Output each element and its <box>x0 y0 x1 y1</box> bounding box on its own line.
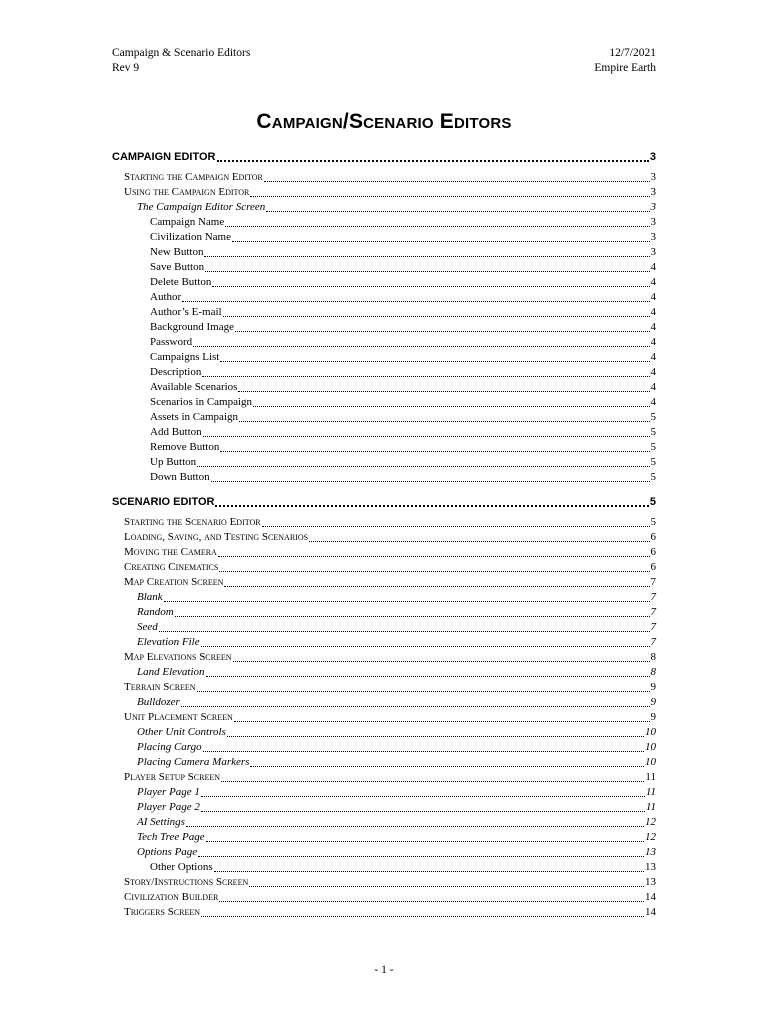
toc-leader-dots <box>264 180 650 182</box>
toc-entry-page: 4 <box>650 276 656 288</box>
toc-entry-label: Map Creation Screen <box>124 576 224 588</box>
toc-entry[interactable] <box>112 890 656 905</box>
toc-entry[interactable] <box>112 545 656 560</box>
toc-leader-dots <box>198 855 644 857</box>
toc-leader-dots <box>164 600 650 602</box>
toc-entry-page: 4 <box>650 291 656 303</box>
toc-leader-dots <box>175 615 650 617</box>
toc-entry-page: 4 <box>650 306 656 318</box>
toc-leader-dots <box>262 525 650 527</box>
toc-entry-label: Map Elevations Screen <box>124 651 232 663</box>
toc-entry-label: Random <box>137 606 174 618</box>
toc-entry[interactable] <box>112 755 656 770</box>
toc-entry[interactable] <box>112 215 656 230</box>
toc-entry-page: 5 <box>650 471 656 483</box>
toc-entry[interactable] <box>112 725 656 740</box>
toc-entry-page: 12 <box>645 816 656 828</box>
toc-leader-dots <box>206 840 644 842</box>
toc-leader-dots <box>220 360 649 362</box>
toc-entry-label: Background Image <box>150 321 234 333</box>
toc-entry-page: 4 <box>650 351 656 363</box>
toc-leader-dots <box>212 285 649 287</box>
running-header-left <box>112 46 250 76</box>
toc-entry-label: Blank <box>137 591 163 603</box>
toc-entry[interactable] <box>112 590 656 605</box>
toc-entry-page: 4 <box>650 321 656 333</box>
toc-entry-page: 9 <box>650 696 656 708</box>
toc-entry-label: Civilization Builder <box>124 891 219 903</box>
toc-leader-dots <box>225 225 649 227</box>
toc-leader-dots <box>186 825 644 827</box>
toc-entry-page: 3 <box>650 171 656 183</box>
toc-entry[interactable] <box>112 740 656 755</box>
toc-leader-dots <box>204 255 649 257</box>
toc-entry[interactable] <box>112 560 656 575</box>
toc-entry-label: Moving the Camera <box>124 546 217 558</box>
toc-entry-label: AI Settings <box>137 816 185 828</box>
toc-leader-dots <box>234 720 650 722</box>
toc-entry-page: 7 <box>650 591 656 603</box>
toc-entry[interactable] <box>112 200 656 215</box>
toc-entry-label: Other Unit Controls <box>137 726 226 738</box>
toc-entry-page: 4 <box>650 366 656 378</box>
toc-entry-label: Loading, Saving, and Testing Scenarios <box>124 531 309 543</box>
toc-leader-dots <box>197 690 650 692</box>
toc-entry-label: CAMPAIGN EDITOR <box>112 151 216 163</box>
toc-entry[interactable] <box>112 275 656 290</box>
toc-leader-dots <box>182 300 649 302</box>
toc-entry-page: 5 <box>650 441 656 453</box>
toc-entry-label: Campaigns List <box>150 351 220 363</box>
toc-leader-dots <box>253 405 649 407</box>
toc-entry[interactable] <box>112 410 656 425</box>
toc-entry-label: Description <box>150 366 202 378</box>
toc-entry-page: 3 <box>649 151 656 163</box>
toc-entry-label: Campaign Name <box>150 216 225 228</box>
revision: Rev 9 <box>112 62 140 74</box>
page-title: Campaign/Scenario Editors <box>256 110 512 133</box>
toc-entry-label: Unit Placement Screen <box>124 711 233 723</box>
toc-entry-label: Story/Instructions Screen <box>124 876 249 888</box>
toc-entry-page: 5 <box>649 496 656 508</box>
toc-entry-page: 10 <box>645 741 656 753</box>
toc-entry-page: 4 <box>650 261 656 273</box>
toc-entry[interactable] <box>112 365 656 380</box>
toc-leader-dots <box>249 885 644 887</box>
toc-entry-label: Starting the Campaign Editor <box>124 171 263 183</box>
toc-entry-page: 13 <box>645 876 656 888</box>
toc-entry[interactable] <box>112 185 656 200</box>
toc-entry-page: 5 <box>650 516 656 528</box>
toc-entry-label: Assets in Campaign <box>150 411 238 423</box>
toc-entry-page: 13 <box>645 861 656 873</box>
toc-leader-dots <box>202 375 649 377</box>
toc-leader-dots <box>218 555 650 557</box>
toc-entry-page: 10 <box>645 756 656 768</box>
toc-entry[interactable] <box>112 425 656 440</box>
toc-entry[interactable] <box>112 710 656 725</box>
toc-leader-dots <box>211 480 650 482</box>
toc-entry-label: Save Button <box>150 261 205 273</box>
toc-entry[interactable] <box>112 650 656 665</box>
toc-entry[interactable] <box>112 800 656 815</box>
toc-entry-label: Delete Button <box>150 276 212 288</box>
toc-entry-page: 3 <box>650 186 656 198</box>
toc-entry-label: Up Button <box>150 456 197 468</box>
toc-entry[interactable] <box>112 680 656 695</box>
toc-leader-dots <box>219 570 649 572</box>
toc-entry-page: 9 <box>650 711 656 723</box>
toc-entry-page: 3 <box>650 201 656 213</box>
toc-entry-label: Scenarios in Campaign <box>150 396 253 408</box>
toc-entry[interactable] <box>112 495 656 510</box>
toc-leader-dots <box>197 465 649 467</box>
toc-leader-dots <box>203 435 650 437</box>
toc-entry-page: 4 <box>650 381 656 393</box>
toc-entry-page: 3 <box>650 216 656 228</box>
toc-entry-page: 12 <box>645 831 656 843</box>
toc-entry-label: Password <box>150 336 193 348</box>
toc-leader-dots <box>193 345 649 347</box>
toc-leader-dots <box>239 420 650 422</box>
toc-entry-page: 8 <box>650 666 656 678</box>
toc-entry[interactable] <box>112 635 656 650</box>
toc-entry-label: Bulldozer <box>137 696 180 708</box>
toc-entry-page: 7 <box>650 621 656 633</box>
toc-entry[interactable] <box>112 455 656 470</box>
toc-entry-page: 8 <box>650 651 656 663</box>
toc-entry[interactable] <box>112 695 656 710</box>
toc-entry-label: Creating Cinematics <box>124 561 219 573</box>
product-name: Empire Earth <box>594 62 656 74</box>
toc-entry-label: Player Setup Screen <box>124 771 221 783</box>
toc-leader-dots <box>227 735 644 737</box>
toc-entry-page: 6 <box>650 546 656 558</box>
toc-entry-label: Placing Cargo <box>137 741 202 753</box>
doc-date: 12/7/2021 <box>609 47 656 59</box>
toc-entry-page: 6 <box>650 531 656 543</box>
toc-leader-dots <box>219 900 644 902</box>
toc-leader-dots <box>214 870 644 872</box>
toc-entry-page: 7 <box>650 606 656 618</box>
toc-entry-page: 10 <box>645 726 656 738</box>
toc-entry[interactable] <box>112 305 656 320</box>
toc-entry[interactable] <box>112 395 656 410</box>
toc-leader-dots <box>238 390 649 392</box>
toc-entry-page: 11 <box>645 771 656 783</box>
toc-entry[interactable] <box>112 260 656 275</box>
toc-entry-page: 3 <box>650 231 656 243</box>
page-number: - 1 - <box>374 964 394 976</box>
toc-entry-label: Seed <box>137 621 158 633</box>
toc-entry[interactable] <box>112 770 656 785</box>
toc-entry[interactable] <box>112 350 656 365</box>
toc-entry-label: Elevation File <box>137 636 200 648</box>
toc-entry-page: 7 <box>650 576 656 588</box>
toc-entry[interactable] <box>112 290 656 305</box>
toc-entry[interactable] <box>112 515 656 530</box>
toc-entry-label: Tech Tree Page <box>137 831 205 843</box>
toc-entry-page: 7 <box>650 636 656 648</box>
toc-entry-label: Civilization Name <box>150 231 231 243</box>
toc-leader-dots <box>250 765 644 767</box>
toc-entry-page: 3 <box>650 246 656 258</box>
toc-leader-dots <box>223 315 650 317</box>
toc-leader-dots <box>220 450 649 452</box>
toc-entry-page: 5 <box>650 456 656 468</box>
toc-entry-page: 6 <box>650 561 656 573</box>
toc-entry-page: 11 <box>645 786 656 798</box>
toc-entry-label: Author’s E-mail <box>150 306 222 318</box>
toc-leader-dots <box>215 504 648 507</box>
toc-entry-label: Terrain Screen <box>124 681 196 693</box>
toc-entry-label: Other Options <box>150 861 213 873</box>
toc-entry-label: Using the Campaign Editor <box>124 186 250 198</box>
toc-entry-label: The Campaign Editor Screen <box>137 201 266 213</box>
toc-entry[interactable] <box>112 440 656 455</box>
doc-title: Campaign & Scenario Editors <box>112 47 251 59</box>
toc-entry[interactable] <box>112 875 656 890</box>
toc-entry[interactable] <box>112 320 656 335</box>
toc-entry-page: 14 <box>645 891 656 903</box>
toc-leader-dots <box>217 159 649 162</box>
toc-entry[interactable] <box>112 170 656 185</box>
toc-entry-page: 4 <box>650 336 656 348</box>
toc-entry[interactable] <box>112 785 656 800</box>
toc-entry-page: 9 <box>650 681 656 693</box>
toc-entry[interactable] <box>112 530 656 545</box>
toc-entry[interactable] <box>112 575 656 590</box>
toc-leader-dots <box>221 780 644 782</box>
toc-entry[interactable] <box>112 605 656 620</box>
toc-entry-label: Starting the Scenario Editor <box>124 516 261 528</box>
toc-entry-label: Triggers Screen <box>124 906 201 918</box>
toc-leader-dots <box>250 195 649 197</box>
toc-leader-dots <box>206 675 650 677</box>
toc-entry-label: New Button <box>150 246 204 258</box>
running-header-right <box>594 46 656 76</box>
toc-entry[interactable] <box>112 150 656 165</box>
toc-entry-page: 14 <box>645 906 656 918</box>
toc-entry-label: Down Button <box>150 471 210 483</box>
toc-entry-label: Player Page 2 <box>137 801 200 813</box>
toc-leader-dots <box>266 210 649 212</box>
toc-entry[interactable] <box>112 860 656 875</box>
toc-entry[interactable] <box>112 230 656 245</box>
toc-entry-label: SCENARIO EDITOR <box>112 496 215 508</box>
toc-entry-page: 5 <box>650 411 656 423</box>
toc-entry-page: 13 <box>645 846 656 858</box>
toc-entry[interactable] <box>112 470 656 485</box>
toc-entry-label: Add Button <box>150 426 202 438</box>
toc-leader-dots <box>232 240 650 242</box>
table-of-contents <box>112 150 656 920</box>
toc-entry-label: Land Elevation <box>137 666 205 678</box>
toc-leader-dots <box>181 705 650 707</box>
toc-entry-label: Available Scenarios <box>150 381 238 393</box>
toc-entry-label: Placing Camera Markers <box>137 756 250 768</box>
toc-entry[interactable] <box>112 380 656 395</box>
toc-leader-dots <box>159 630 650 632</box>
toc-entry[interactable] <box>112 665 656 680</box>
toc-entry-label: Player Page 1 <box>137 786 200 798</box>
toc-leader-dots <box>224 585 649 587</box>
toc-entry-page: 11 <box>645 801 656 813</box>
toc-leader-dots <box>235 330 650 332</box>
toc-leader-dots <box>201 645 650 647</box>
toc-leader-dots <box>203 750 644 752</box>
toc-leader-dots <box>205 270 649 272</box>
toc-entry-page: 5 <box>650 426 656 438</box>
toc-entry-label: Remove Button <box>150 441 220 453</box>
toc-entry-label: Options Page <box>137 846 198 858</box>
toc-leader-dots <box>201 810 645 812</box>
toc-entry[interactable] <box>112 620 656 635</box>
toc-leader-dots <box>201 915 644 917</box>
toc-leader-dots <box>309 540 649 542</box>
toc-entry-label: Author <box>150 291 182 303</box>
toc-entry[interactable] <box>112 335 656 350</box>
toc-entry[interactable] <box>112 245 656 260</box>
toc-entry[interactable] <box>112 845 656 860</box>
toc-leader-dots <box>201 795 645 797</box>
toc-entry[interactable] <box>112 830 656 845</box>
toc-entry[interactable] <box>112 815 656 830</box>
toc-leader-dots <box>233 660 650 662</box>
toc-entry[interactable] <box>112 905 656 920</box>
toc-entry-page: 4 <box>650 396 656 408</box>
